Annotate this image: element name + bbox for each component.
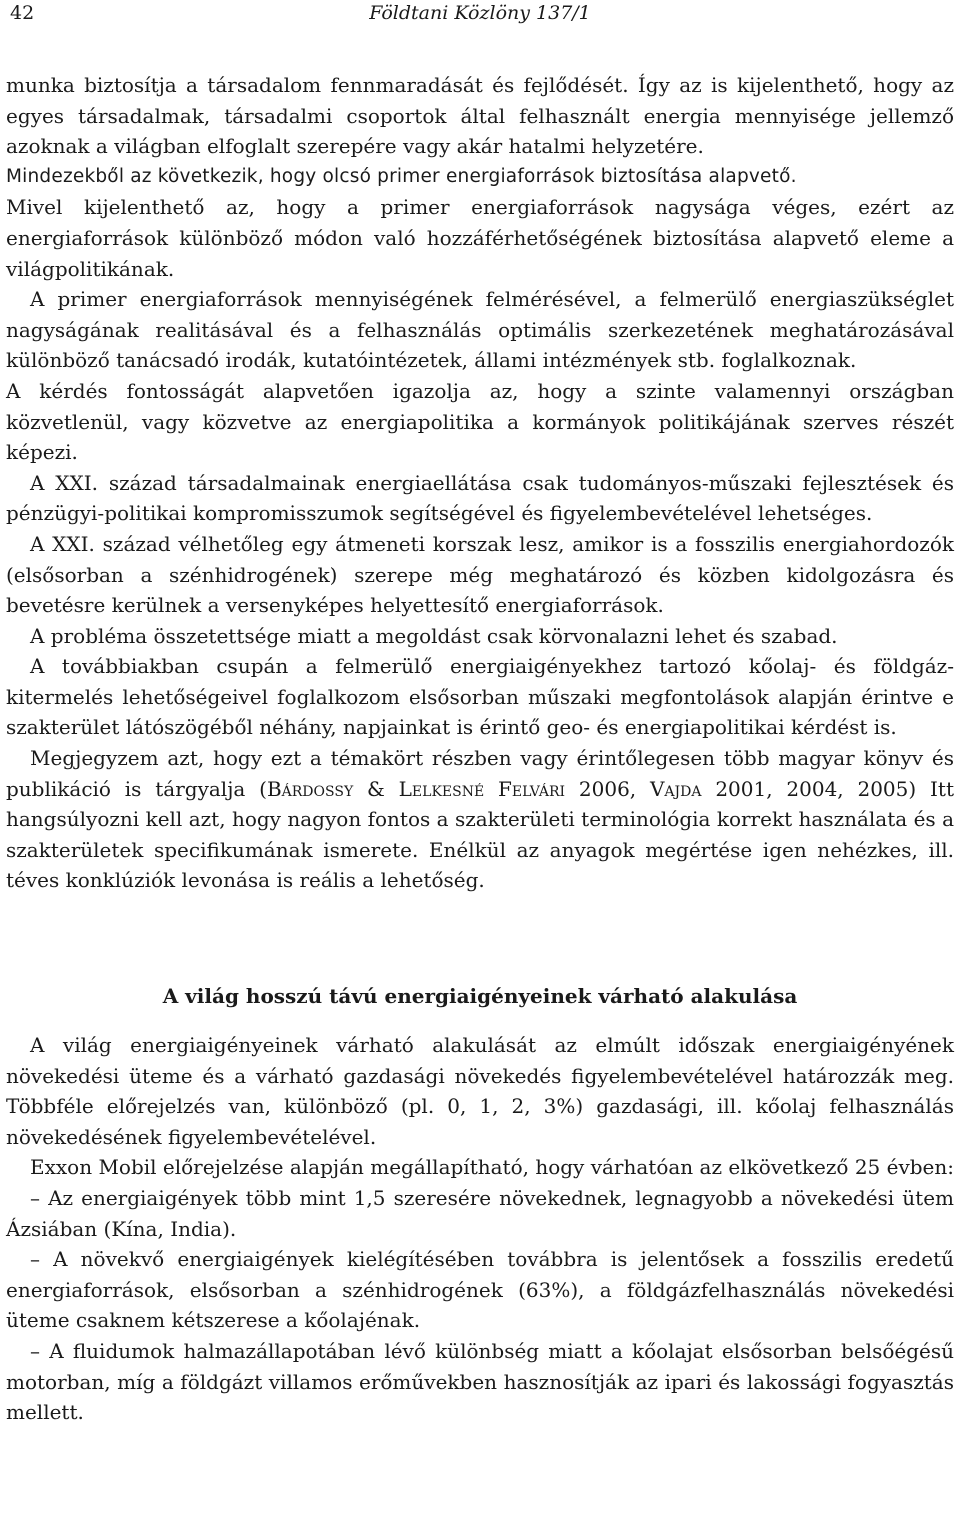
citation-ampersand: & [353,776,399,801]
citation-author: Bárdossy [266,776,354,801]
citation-author: Lelkesné Felvári [398,776,566,801]
list-item: – Az energiaigények több mint 1,5 szeresére növekednek, legnagyobb a növekedési ütem Ázsiában (Kína, India). [6,1186,954,1241]
citation-intro: Megjegyzem azt, hogy ezt a témakört részben vagy érintőlegesen több magyar könyv és publikáció is tárgyalja ( [6,746,954,801]
citation-year: 2006, [565,776,650,801]
citation-paragraph [6,743,954,896]
section-body [6,1030,954,1428]
body-text [6,70,954,896]
citation-years: 2001, 2004, 2005) [701,776,930,801]
paragraph: A továbbiakban csupán a felmerülő energiaigényekhez tartozó kőolaj- és földgázkitermelés lehetőségeivel foglalkozom elsősorban műszaki megfontolások alapján érintve e szakterület látószögéből néhány, napjainkat is érintő geo- és energiapolitikai kérdést is. [6,654,954,740]
paragraph: Exxon Mobil előrejelzése alapján megállapítható, hogy várhatóan az elkövetkező 25 évben: [30,1155,955,1180]
running-head [6,0,954,40]
list-item: – A növekvő energiaigények kielégítésében továbbra is jelentősek a fosszilis eredetű energiaforrások, elsősorban a szénhidrogének (63%), a földgázfelhasználás növekedési üteme csaknem kétszerese a kőolajénak. [6,1247,954,1333]
citation-rest: Itt hangsúlyozni kell azt, hogy nagyon fontos a szakterületi terminológia korrekt használata és a szakterületek specifikumának ismerete. Enélkül az anyagok megértése igen nehézkes, ill. téves konklúziók levonása is reális a lehetőség. [6,776,954,893]
paragraph: A világ energiaigényeinek várható alakulását az elmúlt időszak energiaigényének növekedési üteme és a várható gazdasági növekedés figyelembevételével határozzák meg. Többféle előrejelzés van, különböző (pl. 0, 1, 2, 3%) gazdasági, ill. kőolaj felhasználás növekedésének figyelembevételével. [6,1033,954,1149]
paragraph: Mivel kijelenthető az, hogy a primer energiaforrások nagysága véges, ezért az energiaforrások különböző módon való hozzáférhetőségének biztosítása alapvető eleme a világpolitikának. [6,195,954,281]
paragraph: A primer energiaforrások mennyiségének felmérésével, a felmerülő energiaszükséglet nagyságának realitásával és a felhasználás optimális szerkezetének meghatározásával különböző tanácsadó irodák, kutatóintézetek, állami intézmények stb. foglalkoznak. [6,287,954,373]
paragraph: Mindezekből az következik, hogy olcsó primer energiaforrások biztosítása alapvető. [6,165,797,187]
paragraph: A kérdés fontosságát alapvetően igazolja az, hogy a szinte valamennyi országban közvetlenül, vagy közvetve az energiapolitika a kormányok politikájának szerves részét képezi. [6,378,954,465]
list-item: – A fluidumok halmazállapotában lévő különbség miatt a kőolajat elsősorban belsőégésű motorban, míg a földgázt villamos erőművekben hasznosítják az ipari és lakossági fogyasztás mellett. [6,1338,954,1425]
citation-author: Vajda [649,776,702,801]
journal-title: Földtani Közlöny 137/1 [369,2,591,24]
paragraph: A XXI. század társadalmainak energiaellátása csak tudományos-műszaki fejlesztések és pénzügyi-politikai kompromisszumok segítségével és figyelembevételével lehetséges. [6,470,954,526]
paragraph: A probléma összetettsége miatt a megoldást csak körvonalazni lehet és szabad. [30,623,838,648]
paragraph: A XXI. század vélhetőleg egy átmeneti korszak lesz, amikor is a fosszilis energiahordozók (elsősorban a szénhidrogének) szerepe még meghatározó és közben kidolgozásra és bevetésre kerülnek a versenyképes helyettesítő energiaforrások. [6,531,954,618]
section-heading: A világ hosszú távú energiaigényeinek várható alakulása [162,984,798,1009]
page-number: 42 [10,2,35,24]
paragraph: munka biztosítja a társadalom fennmaradását és fejlődését. Így az is kijelenthető, hogy az egyes társadalmak, társadalmi csoportok által felhasznált energia mennyisége jellemző azoknak a világban elfoglalt szerepére vagy akár hatalmi helyzetére. [6,73,954,159]
